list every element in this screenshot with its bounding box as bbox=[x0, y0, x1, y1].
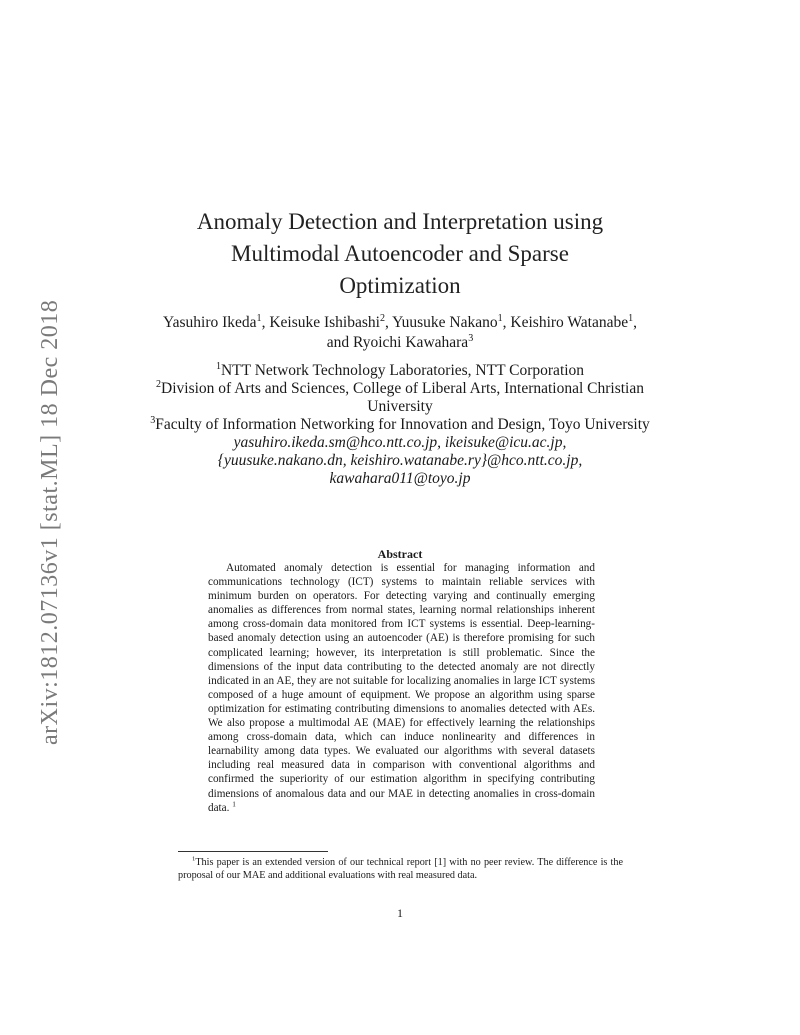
paper-title bbox=[150, 206, 650, 302]
abstract-body bbox=[208, 561, 595, 815]
title-line: Optimization bbox=[339, 273, 461, 298]
affiliation: $^2$Division of Arts and Sciences, College of Liberal Arts, International Christian University bbox=[155, 378, 644, 415]
abstract-text: Automated anomaly detection is essential for managing information and communications technology (ICT) systems to maintain reliable services with minimum burden on operators. For detecting varying and continually emerging anomalies as differences from normal states, learning normal relationships inherent among cross-domain data monitored from ICT systems is essential. Deep-learning-based anomaly detection using an autoencoder (AE) is therefore promising for such complicated learning; however, its interpretation is still problematic. Since the dimensions of the input data contributing to the detected anomaly are not directly indicated in an AE, they are not suitable for localizing anomalies in large ICT systems composed of a huge amount of equipment. We propose an algorithm using sparse optimization for estimating contributing dimensions to anomalies detected with AEs. We also propose a multimodal AE (MAE) for effectively learning the relationships among cross-domain data, which can induce nonlinearity and differences in learnability among data types. We evaluated our algorithms with several datasets including real measured data in comparison with conventional algorithms and confirmed the superiority of our estimation algorithm in specifying contributing dimensions of anomalous data and our MAE in detecting anomalies in cross-domain data. bbox=[208, 562, 595, 814]
email-line: {yuusuke.nakano.dn, keishiro.watanabe.ry}@hco.ntt.co.jp, bbox=[217, 452, 583, 469]
abstract-heading: Abstract bbox=[377, 547, 423, 561]
author: Yuusuke Nakano$^1$, bbox=[392, 312, 511, 331]
footnote-ref: 1 bbox=[232, 799, 236, 808]
author: Keishiro Watanabe$^1$, and bbox=[326, 312, 638, 351]
author: Yasuhiro Ikeda$^1$, bbox=[162, 312, 270, 331]
affiliation: $^3$Faculty of Information Networking for Innovation and Design, Toyo University bbox=[150, 414, 650, 433]
affiliation-block bbox=[150, 362, 650, 488]
footnote-mark: 1 bbox=[192, 855, 196, 863]
author: Ryoichi Kawahara$^3$ bbox=[353, 332, 474, 351]
footnote-rule bbox=[178, 851, 328, 852]
title-line: Anomaly Detection and Interpretation using bbox=[196, 209, 604, 234]
footnote bbox=[178, 856, 623, 882]
page-number: 1 bbox=[397, 906, 403, 920]
author: Keisuke Ishibashi$^2$, bbox=[269, 312, 393, 331]
email-line: yasuhiro.ikeda.sm@hco.ntt.co.jp, ikeisuke@icu.ac.jp, bbox=[233, 434, 567, 451]
author-list bbox=[150, 313, 650, 353]
arxiv-identifier: arXiv:1812.07136v1 [stat.ML] 18 Dec 2018 bbox=[37, 299, 63, 745]
title-line: Multimodal Autoencoder and Sparse bbox=[231, 241, 569, 266]
email-line: kawahara011@toyo.jp bbox=[329, 470, 471, 487]
affiliation: $^1$NTT Network Technology Laboratories, NTT Corporation bbox=[215, 360, 585, 379]
footnote-text: This paper is an extended version of our technical report [1] with no peer review. The difference is the proposal of our MAE and additional evaluations with real measured data. bbox=[178, 857, 623, 881]
